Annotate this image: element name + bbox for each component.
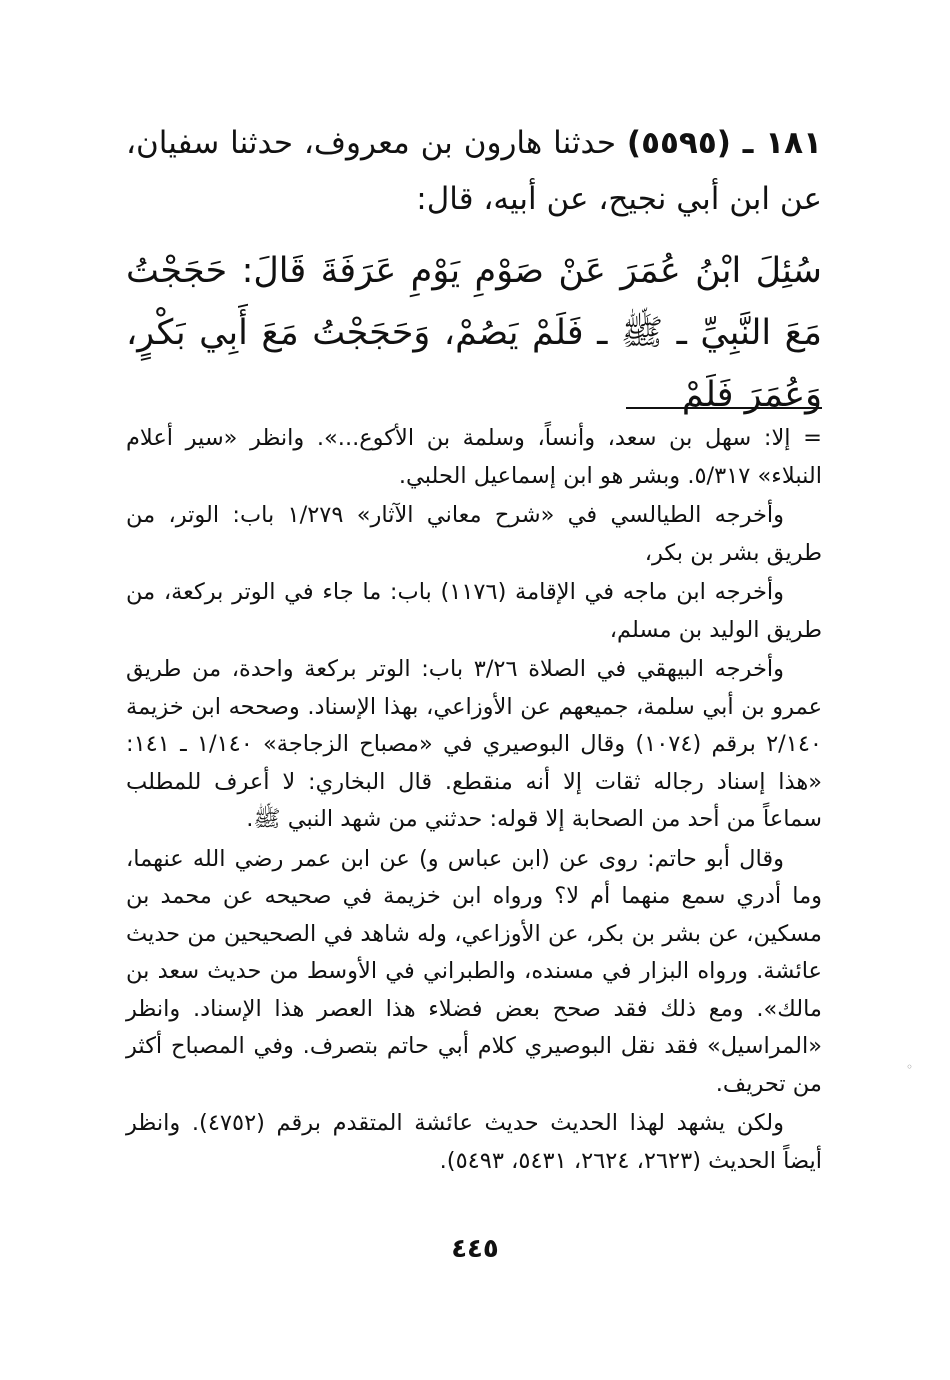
footnote-paragraph: وأخرجه البيهقي في الصلاة ٣/٢٦ باب: الوتر بركعة واحدة، من طريق عمرو بن أبي سلمة، جميعهم عن الأوزاعي، بهذا الإسناد. وصححه ابن خزيمة ٢/١٤٠ برقم (١٠٧٤) وقال البوصيري في «مصباح الزجاجة» ١/١٤٠ ـ ١٤١: «هذا إسناد رجاله ثقات إلا أنه منقطع. قال البخاري: لا أعرف للمطلب سماعاً من أحد من الصحابة إلا قوله: حدثني من شهد النبي ﷺ. (126, 656, 822, 832)
footnote-paragraph: وقال أبو حاتم: روى عن (ابن عباس و) عن ابن عمر رضي الله عنهما، وما أدري سمع منهما أم لا؟ ورواه ابن خزيمة في صحيحه عن محمد بن مسكين، عن بشر بن بكر، عن الأوزاعي، وله شاهد في الصحيحين من حديث عائشة. ورواه البزار في مسنده، والطبراني في الأوسط من حديث سعد بن مالك». ومع ذلك فقد صحح بعض فضلاء هذا العصر هذا الإسناد. وانظر «المراسيل» فقد نقل البوصيري كلام أبي حاتم بتصرف. وفي المصباح أكثر من تحريف. (126, 845, 822, 1097)
hadith-isnad (126, 115, 822, 227)
hadith-matn: سُئِلَ ابْنُ عُمَرَ عَنْ صَوْمِ يَوْمِ عَرَفَةَ قَالَ: حَجَجْتُ مَعَ النَّبِيِّ ـ ﷺ ـ فَلَمْ يَصُمْ، وَحَجَجْتُ مَعَ أَبِي بَكْرٍ، وَعُمَرَ فَلَمْ (126, 251, 822, 415)
footnote-paragraph: = إلا: سهل بن سعد، وأنساً، وسلمة بن الأكوع...». وانظر «سير أعلام النبلاء» ٥/٣١٧. وبشر هو ابن إسماعيل الحلبي. (126, 425, 822, 489)
margin-speck: ◦ (906, 1060, 914, 1074)
footnote-paragraph: ولكن يشهد لهذا الحديث حديث عائشة المتقدم برقم (٤٧٥٢). وانظر أيضاً الحديث (٢٦٢٣، ٢٦٢٤، ٥٤٣١، ٥٤٩٣). (126, 1110, 822, 1174)
page-number: ٤٤٥ (451, 1234, 499, 1264)
footnote-separator (626, 407, 822, 409)
hadith-number: ١٨١ ـ (٥٥٩٥) (626, 125, 823, 161)
footnotes (126, 420, 822, 1182)
footnote-paragraph: وأخرجه الطيالسي في «شرح معاني الآثار» ١/٢٧٩ باب: الوتر، من طريق بشر بن بكر، (126, 502, 822, 566)
isnad-text: حدثنا هارون بن معروف، حدثنا سفيان، عن ابن أبي نجيح، عن أبيه، قال: (126, 125, 822, 217)
footnote-paragraph: وأخرجه ابن ماجه في الإقامة (١١٧٦) باب: ما جاء في الوتر بركعة، من طريق الوليد بن مسلم، (126, 579, 822, 643)
